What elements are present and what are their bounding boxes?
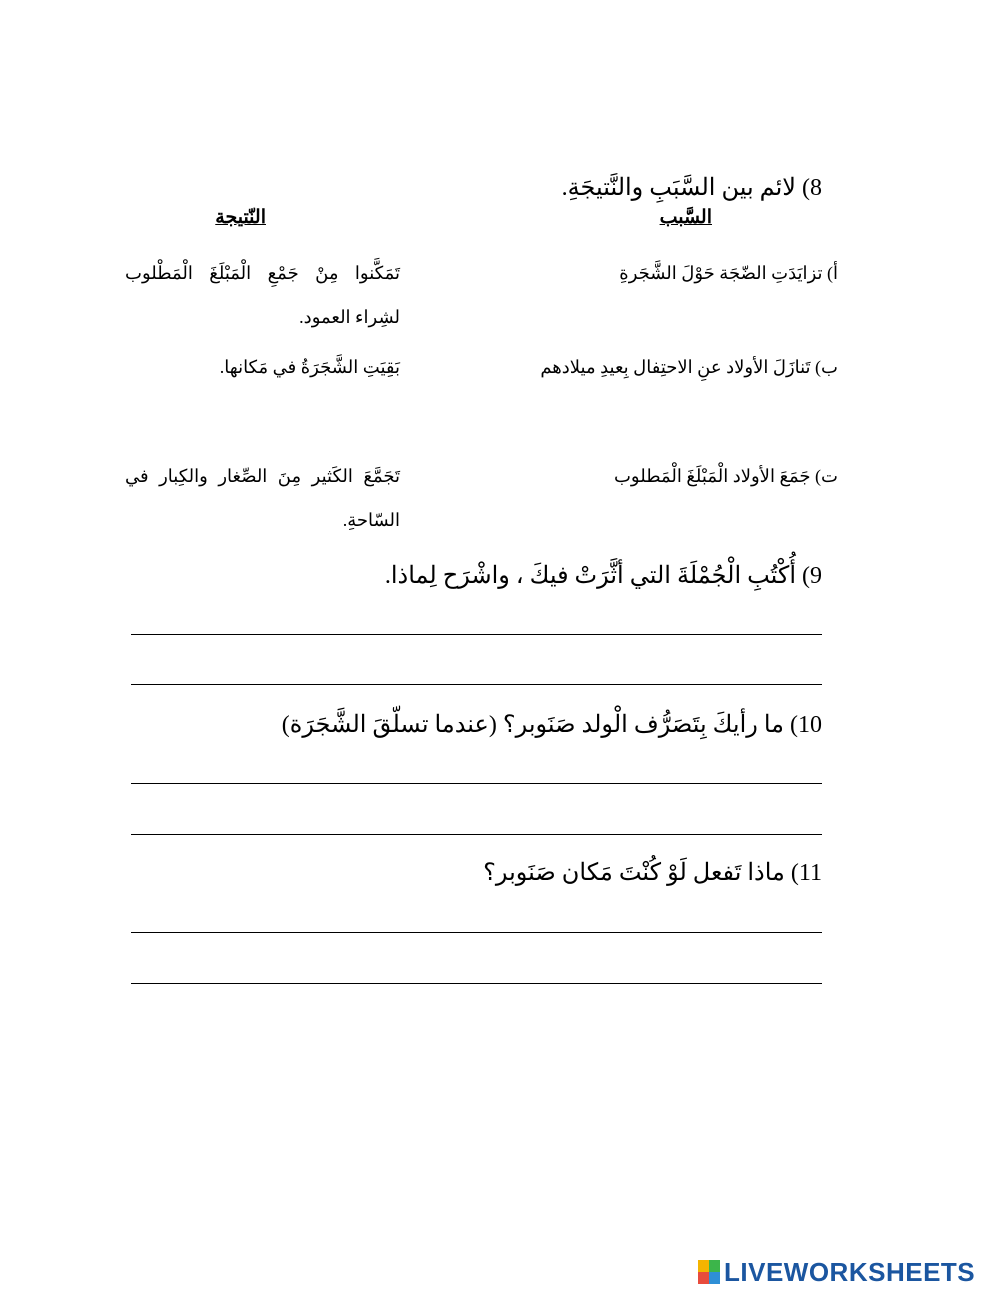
logo-mark-tile: [698, 1260, 709, 1272]
q10-answer-line-2[interactable]: [131, 834, 822, 835]
effect-item-2: بَقِيَتِ الشَّجَرَةُ في مَكانها.: [219, 357, 400, 377]
q10-answer-line-1[interactable]: [131, 783, 822, 784]
logo-mark-tile: [698, 1272, 709, 1284]
q11-title: 11) ماذا تَفعل لَوْ كُنْتَ مَكان صَنَوبر؟: [483, 860, 822, 886]
liveworksheets-logo-text: LIVEWORKSHEETS: [724, 1257, 976, 1287]
cause-column-header: السَّبب: [659, 207, 712, 228]
effect-column-header: النّتيجة: [215, 207, 266, 228]
q11-answer-line-1[interactable]: [131, 932, 822, 933]
logo-mark-tile: [709, 1272, 720, 1284]
effect-item-3: تَجَمَّعَ الكَثير مِنَ الصِّغار والكِبار في السّاحةِ.: [125, 466, 400, 530]
liveworksheets-logo-icon: [698, 1260, 720, 1284]
q9-title: 9) أُكْتُبِ الْجُمْلَةَ التي أثَّرَتْ فيكَ ، واشْرَح لِماذا.: [384, 563, 822, 589]
cause-item-c: ت) جَمَعَ الأولاد الْمَبْلَغَ الْمَطلوب: [613, 466, 838, 486]
liveworksheets-logo: [698, 1257, 975, 1287]
q8-title: 8) لائم بين السَّبَبِ والنَّتيجَةِ.: [561, 175, 822, 201]
logo-mark-tile: [709, 1260, 720, 1272]
cause-item-b: ب) تَنازَلَ الأولاد عنِ الاحتِفال بِعيدِ ميلادهم: [540, 357, 838, 377]
q9-answer-line-1[interactable]: [131, 634, 822, 635]
q9-answer-line-2[interactable]: [131, 684, 822, 685]
cause-item-a: أ) تزايَدَتِ الضّجَة حَوْلَ الشَّجَرةِ: [619, 263, 838, 283]
q11-answer-line-2[interactable]: [131, 983, 822, 984]
q10-title: 10) ما رأيكَ بِتَصَرُّف الْولد صَنَوبر؟ (عندما تسلّقَ الشَّجَرَة): [281, 712, 822, 738]
effect-item-1: تَمَكَّنوا مِنْ جَمْعِ الْمَبْلَغَ الْمَطْلوب لشِراء العمود.: [125, 263, 400, 327]
